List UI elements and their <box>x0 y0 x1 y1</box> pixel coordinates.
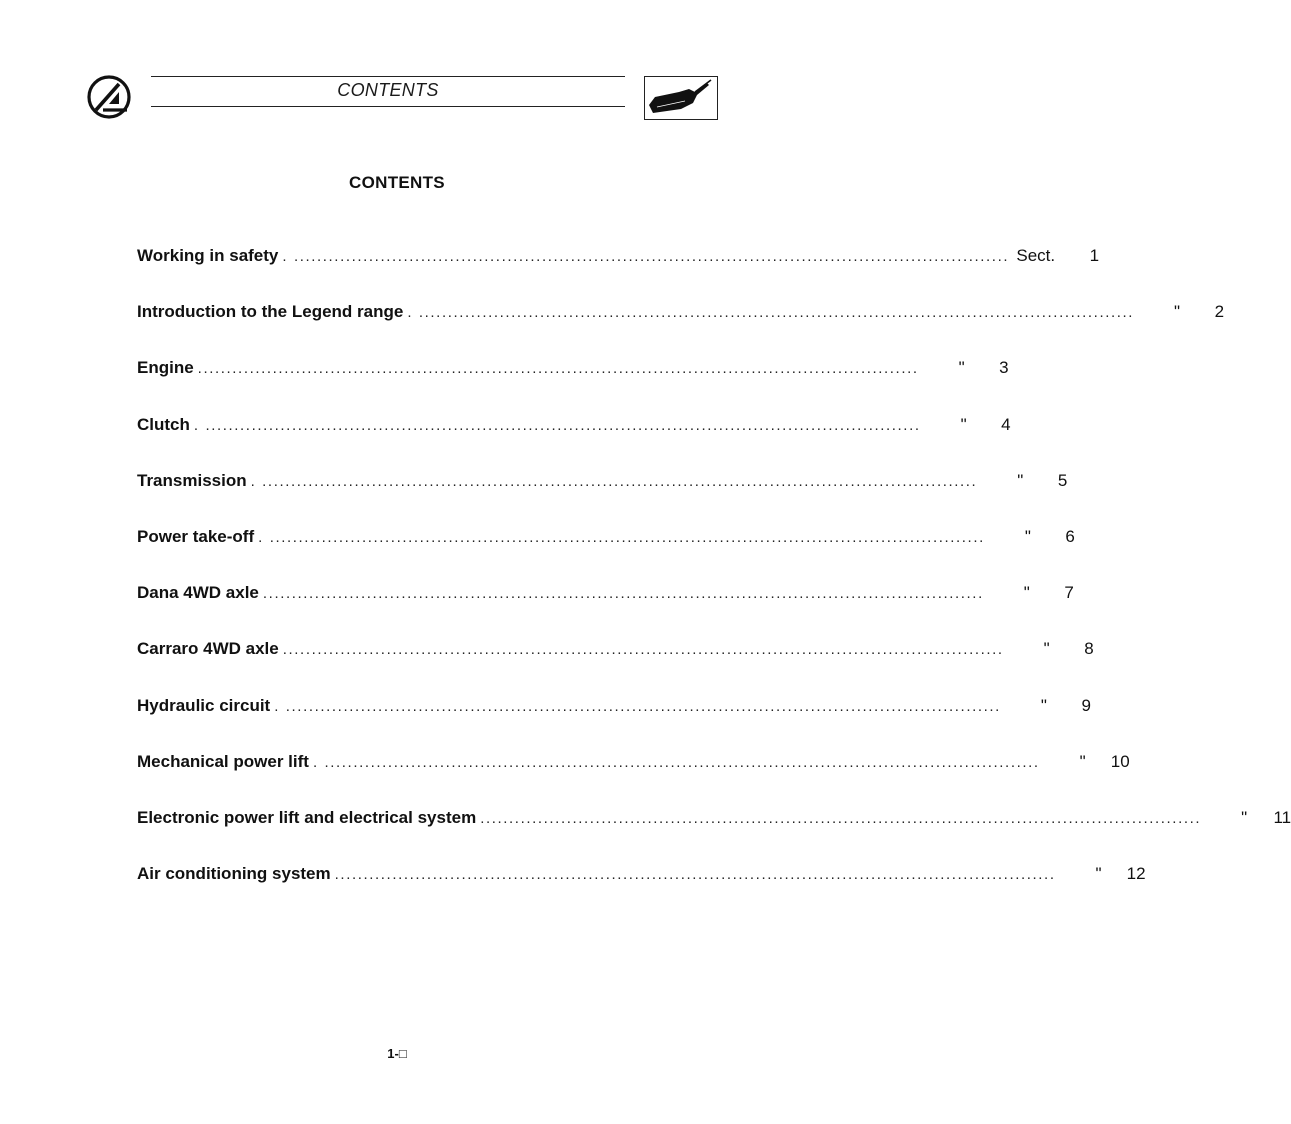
toc-entry[interactable] <box>137 470 1068 527</box>
toc-entry[interactable] <box>137 807 1291 864</box>
toc-dot-leader: . ............................................................................................................................ <box>258 528 985 546</box>
toc-section-number: 3 <box>999 358 1009 378</box>
toc-dot-leader: . ............................................................................................................................ <box>282 248 1010 265</box>
toc-entry-label: " <box>1017 470 1024 490</box>
toc-dot-leader: ............................................................................................................................. <box>197 360 919 378</box>
toc-entry-label: " <box>958 358 965 378</box>
toc-section-number: 12 <box>1126 864 1146 884</box>
toc-entry-title: Transmission <box>137 470 247 490</box>
toc-section-number: 5 <box>1057 470 1068 490</box>
toc-entry-title: Electronic power lift and electrical system <box>137 807 477 827</box>
toc-entry-label: " <box>1023 583 1030 603</box>
toc-entry[interactable] <box>137 695 1091 752</box>
toc-dot-leader: ............................................................................................................................. <box>282 641 1004 659</box>
toc-entry-title: Engine <box>137 358 194 378</box>
page-heading: CONTENTS <box>349 173 445 192</box>
toc-entry[interactable] <box>137 246 1100 302</box>
toc-entry-title: Clutch <box>137 414 190 434</box>
toc-entry-title: Dana 4WD axle <box>137 583 259 603</box>
toc-entry-label: " <box>960 414 967 434</box>
toc-entry[interactable] <box>137 639 1094 695</box>
toc-entry[interactable] <box>137 751 1130 808</box>
toc-section-number: 7 <box>1064 583 1074 603</box>
toc-entry[interactable] <box>137 526 1075 583</box>
toc-section-number: 4 <box>1001 414 1011 434</box>
toc-dot-leader: . ............................................................................................................................ <box>193 416 921 434</box>
toc-entry-title: Working in safety <box>137 246 279 265</box>
toc-dot-leader: ............................................................................................................................. <box>480 809 1202 827</box>
toc-entry-label: " <box>1095 864 1102 884</box>
pointing-hand-icon <box>644 76 718 120</box>
toc-section-number: 8 <box>1084 639 1094 659</box>
toc-entry-label: " <box>1079 751 1086 771</box>
toc-entry[interactable] <box>137 414 1011 471</box>
table-of-contents <box>137 246 1291 920</box>
toc-entry-title: Hydraulic circuit <box>137 695 271 715</box>
toc-dot-leader: . ............................................................................................................................ <box>407 304 1135 322</box>
toc-entry-title: Power take-off <box>137 526 255 546</box>
toc-section-number: 6 <box>1065 526 1075 546</box>
toc-dot-leader: . ............................................................................................................................ <box>274 697 1001 715</box>
toc-entry-label: " <box>1040 695 1047 715</box>
toc-dot-leader: ............................................................................................................................. <box>262 585 984 603</box>
page-number: 1-□ <box>387 1046 407 1061</box>
toc-dot-leader: . ............................................................................................................................ <box>312 753 1040 771</box>
toc-entry-title: Introduction to the Legend range <box>137 302 404 322</box>
toc-entry-label: Sect. <box>1016 246 1056 265</box>
toc-section-number: 10 <box>1110 751 1130 771</box>
toc-entry-label: " <box>1241 807 1248 827</box>
toc-dot-leader: ............................................................................................................................. <box>334 866 1056 884</box>
header-title: CONTENTS <box>337 80 439 100</box>
toc-entry[interactable] <box>137 864 1146 920</box>
toc-entry-title: Carraro 4WD axle <box>137 639 279 659</box>
toc-entry-label: " <box>1024 526 1031 546</box>
header-rule-bottom <box>151 106 625 107</box>
toc-dot-leader: . ............................................................................................................................ <box>250 472 978 490</box>
toc-entry-title: Mechanical power lift <box>137 751 309 771</box>
header-rule-top <box>151 76 625 77</box>
toc-section-number: 9 <box>1081 695 1091 715</box>
brand-logo-icon <box>86 74 132 120</box>
toc-entry-label: " <box>1043 639 1050 659</box>
toc-entry[interactable] <box>137 358 1009 414</box>
toc-entry-label: " <box>1174 302 1181 322</box>
toc-section-number: 1 <box>1089 246 1100 265</box>
toc-entry[interactable] <box>137 583 1074 639</box>
toc-section-number: 11 <box>1273 807 1291 827</box>
toc-entry-title: Air conditioning system <box>137 864 331 884</box>
toc-entry[interactable] <box>137 302 1225 358</box>
toc-section-number: 2 <box>1214 302 1225 322</box>
